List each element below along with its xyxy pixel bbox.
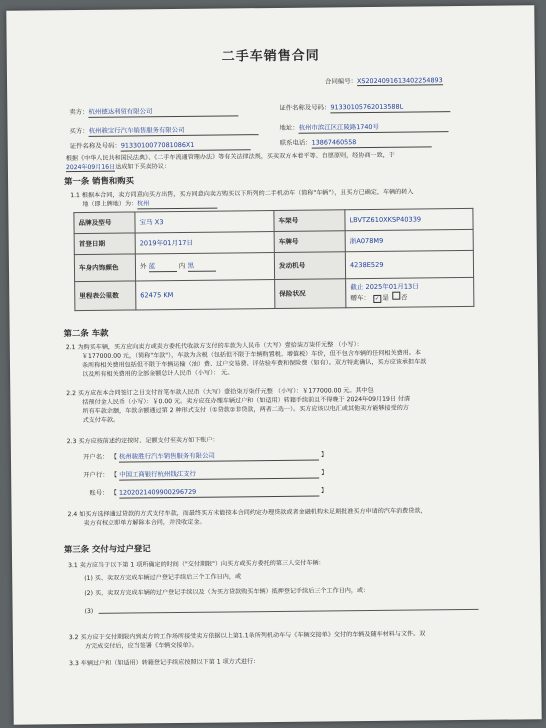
article-1-1-line-a: 1.1 根据本合同，卖方同意向买方出售，买方同意向卖方购买以下所列的二手机动车（简称"车辆"），且买方已确定，车辆的转入 — [70, 188, 414, 200]
buyer-phone-value: 13867460558 — [312, 137, 432, 148]
article-3-3: 3.3 车辆过户和（如适用）转籍登记手续应按照以下第 1 项方式进行： — [69, 658, 260, 668]
gift-no-label: 否 — [400, 293, 408, 302]
contract-number-label: 合同编号： — [324, 77, 358, 86]
article-2-4-line-b: 卖方有权立即单方解除本合同，并没收定金。 — [83, 518, 206, 528]
buyer-address-value: 杭州市滨江区江陵路1740号 — [299, 122, 449, 133]
article-2-3: 2.3 买方应按前述约定按时、足额支付至卖方如下账户： — [66, 436, 219, 446]
vin-label: 车架号 — [274, 210, 345, 232]
seller-row — [69, 106, 238, 117]
article-2-2-line-a: 2.2 买方应在本合同签订之日支付首笔车款人民币（大写）壹拾柒万柒仟元整 （小写）：￥177000.00 元。其中包 — [66, 386, 374, 398]
buyer-address-label: 地址： — [279, 123, 299, 132]
interior-color: 黑 — [187, 262, 215, 272]
article-2-4-line-a: 2.4 如买方选择通过贷款的方式支付车款，而最终买方未能按本合同约定办理贷款或者金融机构未足期批准买方申请的汽车消费贷款， — [67, 507, 427, 519]
seller-label: 卖方： — [69, 107, 89, 117]
article-3-1-option-3: (3) — [84, 607, 94, 615]
account-name-row: 开户名： 【 杭州骏胜行汽车销售服务有限公司 】 — [82, 450, 328, 462]
exterior-color: 蓝 — [149, 262, 177, 272]
intro-line — [66, 152, 395, 164]
gift-yes-label: 是 — [382, 293, 389, 302]
buyer-id-value: 913301007708108​6X1 — [121, 140, 251, 151]
intro-line-2 — [66, 163, 170, 172]
contract-number — [325, 76, 443, 86]
option-3-blank-line — [99, 609, 479, 614]
gift-row — [350, 291, 469, 303]
seller-id-value: 91330105762013588L — [330, 102, 450, 113]
seller-value: 杭州德达利贸有限公司 — [88, 106, 238, 117]
buyer-phone-row — [280, 137, 432, 148]
reg-date-label: 首登日期 — [74, 233, 135, 255]
buyer-value: 杭州骏宝行汽车销售服务有限公司 — [89, 125, 259, 136]
article-2-2-line-d: 式支付车款。 — [82, 416, 120, 425]
article-1-1-text: 地（即上牌地）为： — [82, 200, 138, 208]
article-3-1-option-1: (1) 买、卖双方完成车辆过户登记手续后三个工作日内，或 — [84, 573, 242, 582]
table-row — [75, 277, 474, 310]
document-title: 二手车销售合同 — [221, 48, 320, 65]
account-name-label: 开户名： — [82, 452, 109, 462]
article-2-1-line-b: ￥177000.00 元，（简称"车款"），车款为含税（包括但不限于车辆购置税、增值税）车价，但不包含车辆的任何相关费用。本 — [81, 349, 422, 361]
insurance-label: 保险状况 — [275, 279, 346, 309]
account-bank-label: 开户行： — [83, 470, 109, 480]
intro-tail: 达成如下买卖协议： — [115, 163, 171, 171]
article-2-1-line-c: 条所称相关费用包括但不限于车辆运输（油）费、过户交易费、评估验车费和保险费（如有）。双方特此确认，买方应该承担车款 — [81, 358, 427, 370]
account-number-value: 1202021409900296729 — [119, 487, 319, 499]
table-row — [74, 250, 473, 281]
account-name-value: 杭州骏胜行汽车销售服务有限公司 — [119, 451, 319, 463]
contract-sheet — [6, 5, 541, 724]
article-3-1-option-2: (2) 买、卖双方完成车辆的过户登记手续以及（为买方贷款购买车辆）抵押登记手续后三个工作日内，或： — [84, 587, 370, 597]
buyer-address-row — [279, 122, 448, 133]
buyer-label: 买方： — [69, 126, 89, 136]
article-2-1-line-a: 2.1 为购买车辆，买方应向卖方或卖方委托代收款方支付的车款为人民币（大写）壹拾柒万柒仟元整 （小写）： — [65, 341, 363, 352]
brand-value: 宝马 X3 — [135, 210, 274, 232]
plate-value: 浙A078M9 — [345, 229, 473, 251]
seller-id-label: 证件名称及号码： — [279, 103, 331, 112]
buyer-id-label: 证件名称及号码： — [69, 141, 121, 151]
insurance-expiry: 截止 2025年01月13日 — [350, 282, 419, 292]
article-3-title: 第三条 交付与过户登记 — [63, 543, 151, 555]
intro-date: 2024年09月16日 — [65, 163, 116, 172]
mileage-value: 62475 KM — [136, 279, 275, 309]
brand-label: 品牌及型号 — [74, 212, 135, 234]
engine-label: 发动机号 — [274, 252, 345, 280]
reg-date-value: 2019年01月17日 — [135, 231, 274, 253]
buyer-id-row — [70, 140, 251, 152]
account-bank-value: 中国工商银行杭州钱江支行 — [119, 469, 319, 481]
account-number-label: 账号： — [89, 488, 109, 497]
article-2-title: 第二条 车款 — [63, 327, 109, 339]
intro-text: 根据《中华人民共和国民法典》、《二手车流通管理办法》等有关法律法规，买卖双方本着平等、自愿原则，经协商一致，于 — [65, 151, 395, 163]
article-1-1-line-b — [82, 200, 217, 211]
interior-label: 内 — [178, 261, 186, 271]
registration-city: 杭州 — [137, 200, 217, 210]
gift-label: 赠车： — [350, 293, 371, 303]
account-number-row: 账号： 【 1202021409900296729 】 — [89, 486, 328, 497]
color-value — [135, 252, 274, 280]
article-2-2-line-b: 括预付金人民币（小写）：￥0.00 元。卖方应在办理车辆过户和（如适用）转籍手续前且不得晚于 2024年09月19日 付清 — [82, 395, 411, 407]
gift-no-checkbox[interactable] — [392, 292, 400, 300]
plate-label: 车牌号 — [274, 231, 345, 253]
article-1-title: 第一条 销售和购买 — [64, 175, 135, 187]
buyer-phone-label: 联系电话： — [279, 138, 312, 147]
article-2-2-line-c: 所有车款余额，车款余额通过第 2 种形式支付（①贷款②非贷款，两者二选一）。买方应该以电汇或其他卖方能够接受的方 — [82, 404, 409, 416]
buyer-row — [69, 125, 258, 137]
seller-id-row — [279, 102, 450, 113]
color-label: 车身内饰颜色 — [74, 254, 135, 282]
account-bank-row: 开户行： 【 中国工商银行杭州钱江支行 】 — [83, 468, 328, 480]
article-3-1: 3.1 卖方应当于以下第 1 项所确定的时间（"交付期限"）向买方或买方委托的第三人交付车辆： — [68, 559, 325, 570]
engine-value: 4238E529 — [345, 250, 473, 278]
vin-value: LBVTZ610XKSP40339 — [345, 208, 473, 230]
gift-yes-checkbox[interactable]: ✓ — [374, 295, 380, 302]
article-3-2-line-a: 3.2 买方应于交付期限内到卖方的工作场所接受卖方依据以上第1.1条所列机动车与《车辆交接单》交付的车辆及随车材料与文件。双 — [68, 630, 426, 642]
mileage-label: 里程表公里数 — [75, 281, 136, 311]
article-3-2-line-b: 方完成交付后，应当签署《车辆交接单》。 — [84, 641, 198, 650]
article-2-1-line-d: 以及所有相关费用的全部金额总计人民币（小写）： 元。 — [82, 369, 234, 379]
contract-number-value: XS2024091613402254893 — [356, 76, 443, 86]
vehicle-table — [73, 208, 474, 311]
exterior-label: 外 — [139, 262, 147, 271]
insurance-value — [346, 277, 474, 307]
